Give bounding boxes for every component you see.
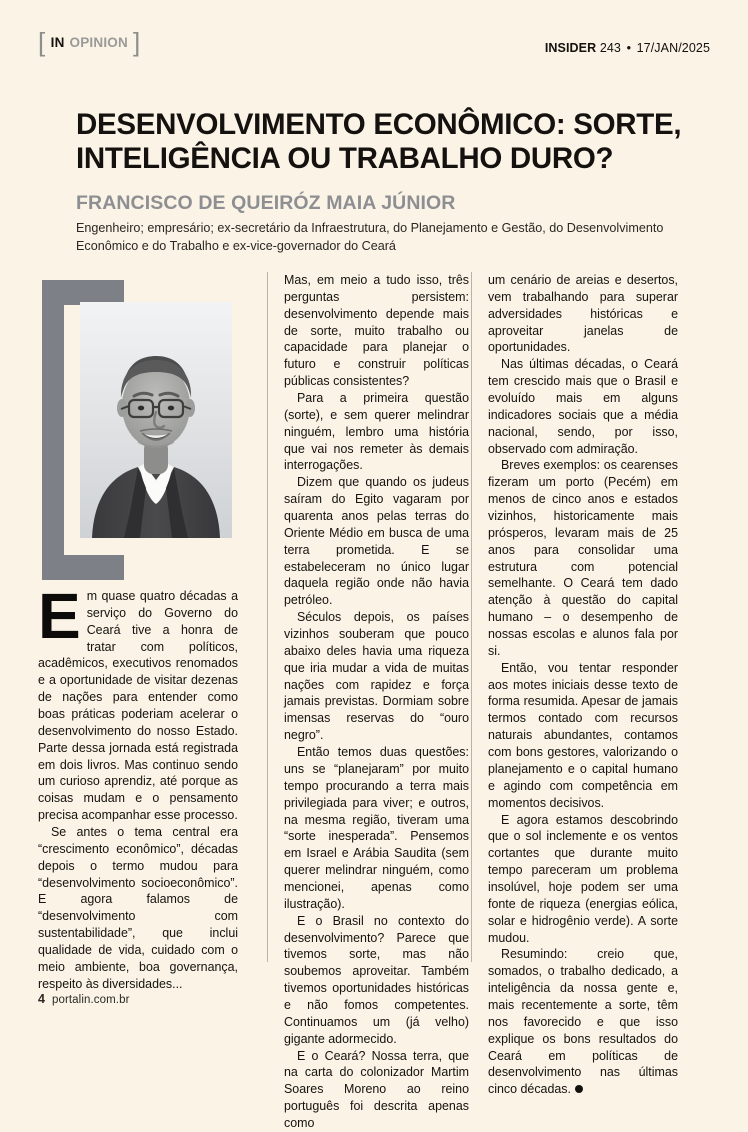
issue-name: INSIDER — [544, 41, 597, 55]
author-name: FRANCISCO DE QUEIRÓZ MAIA JÚNIOR — [76, 192, 456, 215]
paragraph — [488, 356, 678, 457]
paragraph — [488, 946, 678, 1098]
paragraph — [284, 609, 469, 744]
paragraph-text: Então, vou tentar responder aos motes iniciais desse texto de forma resumida. Apesar de jamais termos contado com recursos naturais abundantes, contamos com bons gestores, valorizando o planejamento e o capital humano e agindo com competência em momentos decisivos. — [488, 660, 678, 810]
paragraph — [284, 272, 469, 390]
issue-line — [545, 41, 710, 55]
masthead — [38, 26, 710, 70]
column-divider-2 — [471, 272, 472, 962]
paragraph — [488, 660, 678, 812]
paragraph — [488, 457, 678, 659]
paragraph — [284, 1048, 469, 1132]
author-credentials: Engenheiro; empresário; ex-secretário da Infraestrutura, do Planejamento e Gestão, do Desenvolvimento Econômico e do Trabalho e ex-vice-governador do Ceará — [76, 220, 664, 253]
paragraph-text: E o Ceará? Nossa terra, que na carta do colonizador Martim Soares Moreno ao reino português foi descrita apenas como — [284, 1048, 469, 1130]
page-number: 4 — [38, 992, 45, 1006]
paragraph-text: Então temos duas questões: uns se “planejaram” por muito tempo procurando a terra mais privilegiada para viver; e outros, na mesma região, tiveram uma “sorte inesperada”. Pensemos em Israel e Arábia Saudita (sem querer melindrar ninguém, como mencionei, apenas como ilustração). — [284, 745, 469, 911]
paragraph — [38, 824, 238, 993]
paragraph-text: E agora estamos descobrindo que o sol inclemente e os ventos cortantes que durante muito tempo pareceram um problema insolúvel, hoje podem ser uma fonte de riqueza (energias eólica, solar e hidrogênio verde). A sorte mudou. — [488, 812, 678, 945]
paragraph — [284, 390, 469, 474]
section-tag: [ IN OPINION ] — [38, 26, 141, 57]
page-title: DESENVOLVIMENTO ECONÔMICO: SORTE, INTELIGÊNCIA OU TRABALHO DURO? — [76, 108, 682, 176]
site-url[interactable]: portalin.com.br — [51, 994, 130, 1006]
section-tag-opinion: OPINION — [69, 35, 128, 50]
paragraph — [488, 272, 678, 356]
paragraph — [284, 744, 469, 913]
paragraph — [488, 812, 678, 947]
paragraph-text: Se antes o tema central era “crescimento econômico”, décadas depois o termo mudou para “desenvolvimento socioeconômico”. E agora falamos de “desenvolvimento com sustentabilidade”, que inclui qualidade de vida, cuidado com o meio ambiente, boa governança, respeito às diversidades... — [38, 825, 238, 991]
paragraph — [284, 474, 469, 609]
paragraph-text: Mas, em meio a tudo isso, três perguntas persistem: desenvolvimento depende mais de sorte, muito trabalho ou capacidade para planejar o futuro e construir políticas públicas consistentes? — [284, 273, 469, 389]
paragraph-text: E o Brasil no contexto do desenvolvimento? Parece que tivemos sorte, mas não soubemos aproveitar. Também tivemos oportunidades históricas e não fomos competentes. Continuamos um (já velho) gigante adormecido. — [284, 913, 469, 1046]
column-one — [38, 580, 238, 991]
page-footer — [38, 992, 130, 1006]
end-mark-icon — [575, 1085, 583, 1093]
title-block — [76, 108, 708, 256]
issue-number: 243 — [599, 41, 621, 55]
issue-separator: • — [626, 41, 632, 55]
column-three — [488, 272, 678, 1097]
paragraph-text: Breves exemplos: os cearenses fizeram um porto (Pecém) em menos de cinco anos e estados vizinhos, historicamente mais prósperos, levaram mais de 25 anos para consolidar uma estrutura com potencial semelhante. O Ceará tem dado atenção à questão do capital humano – o desempenho de nossas escolas e alunos fala por si. — [488, 458, 678, 658]
section-tag-in: IN — [50, 35, 65, 50]
paragraph — [38, 580, 238, 824]
paragraph-text: Dizem que quando os judeus saíram do Egito vagaram por quarenta anos pelas terras do Oriente Médio em busca de uma terra prometida. E se estabeleceram no único lugar daquela região onde não havia petróleo. — [284, 475, 469, 608]
column-divider-1 — [267, 272, 268, 962]
paragraph-text: m quase quatro décadas a serviço do Governo do Ceará tive a honra de tratar com políticos, acadêmicos, executivos renomados e a oportunidade de visitar dezenas de nações para entender como boas práticas poderiam acelerar o desenvolvimento do nosso Estado. Parte dessa jornada está registrada em dois livros. Mas continuo sendo um curioso aprendiz, até porque as coisas mudam e o pensamento precisa acompanhar esse processo. — [38, 589, 238, 823]
paragraph — [284, 913, 469, 1048]
column-two — [284, 272, 469, 1130]
paragraph-text: Resumindo: creio que, somados, o trabalho dedicado, a inteligência da nossa gente e, mais recentemente a sorte, têm nos favorecido e que isso explique os bons resultados do Ceará em políticas de desenvolvimento nas últimas cinco décadas. — [488, 947, 678, 1097]
paragraph-text: um cenário de areias e desertos, vem trabalhando para superar adversidades históricas e aproveitar janelas de oportunidades. — [488, 273, 678, 355]
paragraph-text: Séculos depois, os países vizinhos souberam que pouco abaixo deles havia uma riqueza que iria mudar a vida de muitas nações com rapidez e força jamais previstas. Dormiam sobre imensas reservas do “ouro negro”. — [284, 610, 469, 743]
paragraph-text: Para a primeira questão (sorte), e sem querer melindrar ninguém, lembro uma história que vai nos remeter às demais interrogações. — [284, 391, 469, 473]
issue-date: 17/JAN/2025 — [636, 41, 710, 55]
paragraph-text: Nas últimas décadas, o Ceará tem crescido mais que o Brasil e evoluído mais em alguns indicadores sociais que a média nacional, sendo, por isso, observado com admiração. — [488, 357, 678, 456]
drop-cap: E — [38, 580, 81, 652]
